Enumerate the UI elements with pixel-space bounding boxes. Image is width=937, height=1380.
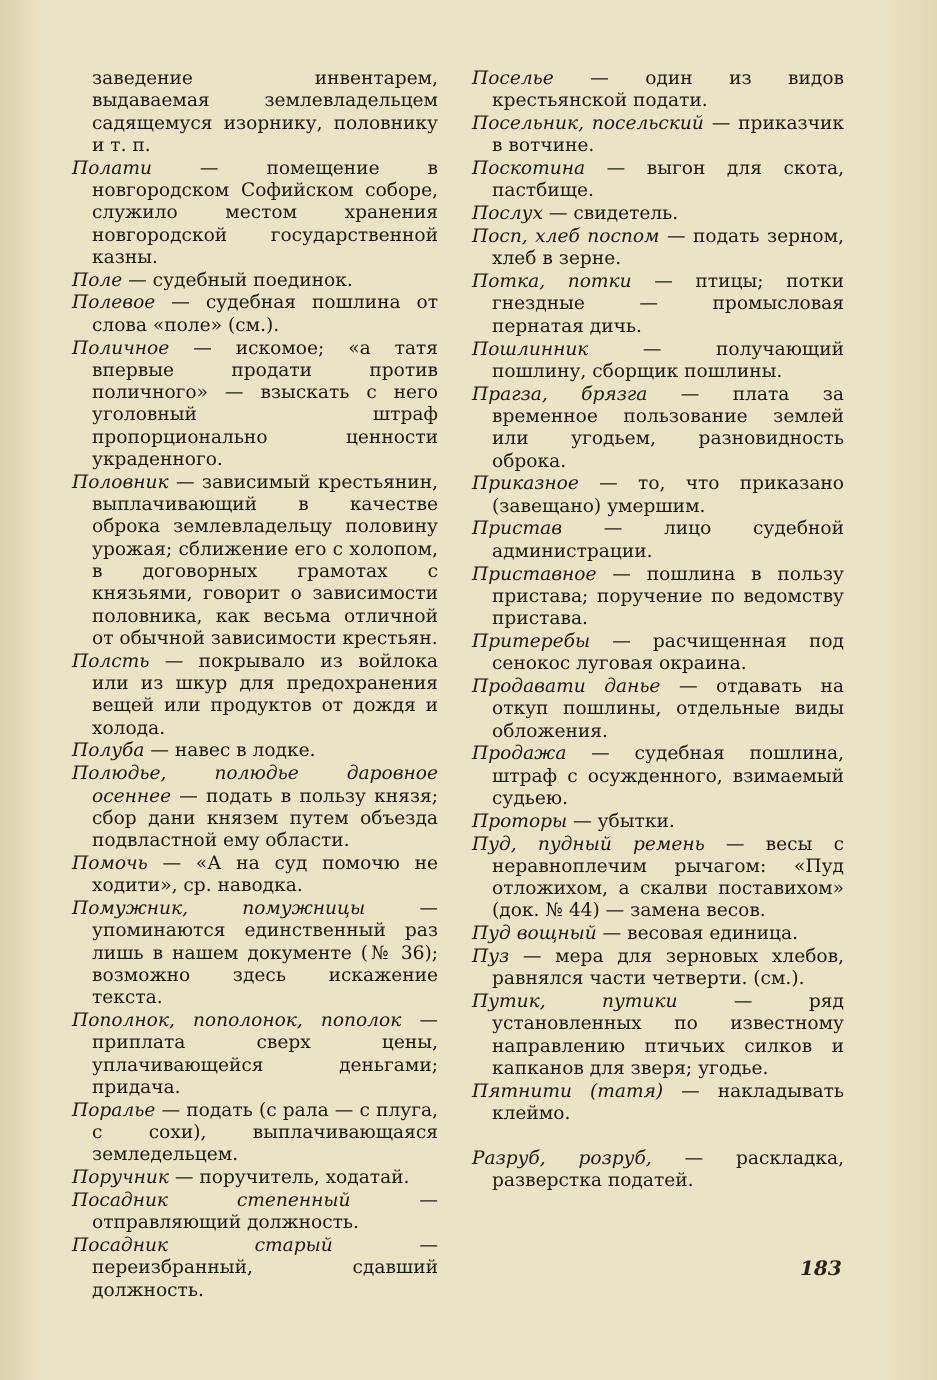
entry-term: Послух	[472, 203, 543, 225]
entry-definition: — свидетель.	[542, 203, 679, 225]
entry-definition: — накладывать клеймо.	[492, 1080, 844, 1125]
page-number: 183	[800, 1256, 842, 1280]
entry-definition: — раскладка, разверстка податей.	[492, 1147, 844, 1192]
entry-definition: — отправляющий должность.	[92, 1189, 438, 1234]
entry-term: Поле	[72, 269, 123, 291]
glossary-entry	[472, 834, 844, 923]
entry-definition: — расчищенная под сенокос луговая окраина.	[492, 630, 844, 675]
glossary-entry	[472, 676, 844, 743]
glossary-entry	[72, 158, 438, 269]
glossary-entry	[72, 338, 438, 472]
glossary-entry	[72, 763, 438, 852]
entry-term: Пуз	[472, 946, 510, 968]
entry-definition: — подать зерном, хлеб в зерне.	[492, 226, 844, 270]
entry-term: Полевое	[72, 292, 156, 314]
glossary-entry	[472, 226, 844, 271]
entry-definition: — зависимый крестьянин, выплачивающий в качестве оброка землевладельцу половину урожая; сближение его с холопом, в договорных грамотах с князьями, говорит о зависимости половника, как весьма отличной от обычной зависимости крестьян.	[92, 471, 438, 649]
entry-term: Приказное	[472, 473, 579, 495]
entry-term: Приставное	[472, 563, 597, 585]
glossary-entry	[72, 1167, 438, 1189]
entry-definition: — отдавать на откуп пошлины, отдельные виды обложения.	[492, 676, 845, 742]
entry-term: Притеребы	[472, 630, 591, 652]
entry-term: Полати	[72, 157, 152, 179]
glossary-entry	[72, 853, 438, 898]
glossary-entry	[72, 898, 438, 1009]
glossary-entry	[472, 1148, 844, 1193]
left-column	[72, 68, 438, 1302]
entry-continuation: заведение инвентарем, выдаваемая землевладельцем садящемуся изорнику, половнику и т. п.	[92, 68, 438, 156]
entry-definition: — мера для зерновых хлебов, равнялся части четверти. (см.).	[492, 946, 844, 990]
entry-definition: — выгон для скота, пастбище.	[492, 158, 844, 202]
entry-term: Пуд вощный	[472, 923, 597, 945]
glossary-entry	[72, 1235, 438, 1302]
entry-term: Поскотина	[472, 158, 586, 180]
entry-definition: — поручитель, ходатай.	[169, 1167, 410, 1189]
glossary-entry	[72, 270, 438, 292]
glossary-entry	[472, 158, 844, 203]
entry-definition: — подать в пользу князя; сбор дани князем путем объезда подвластной ему области.	[92, 785, 438, 852]
entry-term: Поручник	[72, 1167, 169, 1189]
entry-term: Путик, путики	[472, 991, 678, 1013]
entry-definition: — весовая единица.	[596, 923, 798, 945]
entry-term: Посадник степенный	[72, 1189, 351, 1211]
entry-term: Проторы	[472, 810, 568, 832]
entry-definition: — помещение в новгородском Софийском соборе, служило местом хранения новгородской государственной казны.	[92, 157, 438, 268]
glossary-entry	[72, 292, 438, 337]
entry-term: Поселье	[472, 68, 554, 89]
entry-definition: — лицо судебной администрации.	[492, 518, 844, 562]
entry-definition: — навес в лодке.	[144, 740, 316, 762]
entry-definition: — приказчик в вотчине.	[492, 113, 845, 157]
entry-term: Пошлинник	[472, 338, 589, 360]
glossary-entry	[472, 991, 844, 1080]
entry-definition: — пошлина в пользу пристава; поручение по ведомству пристава.	[492, 563, 844, 630]
entry-term: Разруб, розруб,	[472, 1147, 652, 1169]
entry-term: Пуд, пудный ремень	[472, 833, 705, 855]
glossary-entry	[472, 384, 844, 473]
entry-term: Половник	[72, 471, 169, 493]
glossary-entry	[72, 472, 438, 650]
entry-term: Пополнок, пополонок, пополок	[72, 1009, 402, 1031]
entry-term: Полюдье, полюдье даровное осеннее	[72, 763, 438, 807]
entry-definition: — упоминаются единственный раз лишь в нашем документе (№ 36); возможно здесь искажение текста.	[92, 897, 438, 1009]
entry-definition: — получающий пошлину, сборщик пошлины.	[492, 338, 844, 382]
glossary-entry	[472, 564, 844, 631]
entry-definition: — плата за временное пользование землей или угодьем, разновидность оброка.	[492, 383, 844, 472]
entry-definition: — судебная пошлина, штраф с осужденного, взимаемый судьею.	[492, 743, 844, 809]
entry-definition: — то, что приказано (завещано) умершим.	[492, 473, 844, 517]
entry-definition: — птицы; потки гнездные — промысловая пернатая дичь.	[492, 271, 844, 337]
entry-definition: — один из видов крестьянской подати.	[492, 68, 844, 112]
entry-term: Посельник, посельский	[472, 113, 704, 135]
glossary-entry	[472, 946, 844, 991]
entry-term: Посадник старый	[72, 1234, 333, 1256]
entry-definition: — «А на суд помочю не ходити», ср. наводка.	[92, 852, 438, 897]
glossary-entry	[72, 651, 438, 740]
entry-term: Помужник, помужницы	[72, 897, 366, 919]
entry-definition: — весы с неравноплечим рычагом: «Пуд отложихом, а скалви поставихом» (док. № 44) — замена весов.	[492, 833, 844, 922]
entry-definition: — искомое; «а татя впервые продати против поличного» — взыскать с него уголовный штраф пропорционально ценности украденного.	[92, 337, 438, 471]
glossary-entry	[72, 1190, 438, 1235]
glossary-entry	[472, 113, 844, 158]
entry-term: Пятнити (татя)	[472, 1080, 664, 1102]
entry-definition: — судебная пошлина от слова «поле» (см.).	[92, 292, 438, 336]
glossary-entry	[472, 339, 844, 384]
right-column	[472, 68, 844, 1193]
glossary-entry	[472, 631, 844, 676]
glossary-entry	[472, 473, 844, 518]
glossary-entry	[472, 68, 844, 113]
entry-definition: — подать (с рала — с плуга, с сохи), выплачивающаяся земледельцем.	[92, 1099, 438, 1166]
entry-term: Помочь	[72, 852, 148, 874]
entry-definition: — переизбранный, сдавший должность.	[92, 1234, 438, 1301]
glossary-entry	[472, 743, 844, 810]
entry-term: Поличное	[72, 337, 170, 359]
entry-definition: — ряд установленных по известному направлению птичьих силков и капканов для зверя; угодье.	[492, 991, 844, 1080]
entry-definition: — покрывало из войлока или из шкур для предохранения вещей или продуктов от дождя и холода.	[92, 650, 438, 739]
entry-term: Полуба	[72, 740, 145, 762]
glossary-entry	[472, 1081, 844, 1126]
entry-definition: — убытки.	[567, 810, 675, 832]
glossary-entry	[472, 518, 844, 563]
entry-definition: — приплата сверх цены, уплачивающейся деньгами; придача.	[92, 1009, 438, 1098]
section-gap	[472, 1126, 844, 1148]
glossary-entry	[72, 1100, 438, 1167]
entry-term: Продажа	[472, 743, 567, 765]
glossary-entry	[472, 271, 844, 338]
entry-term: Посп, хлеб поспом	[472, 226, 660, 248]
entry-term: Поралье	[72, 1099, 156, 1121]
entry-term: Потка, потки	[472, 271, 632, 293]
glossary-entry	[472, 203, 844, 225]
entry-term: Полсть	[72, 650, 150, 672]
glossary-entry	[472, 923, 844, 945]
glossary-entry	[472, 811, 844, 833]
entry-term: Продавати данье	[472, 676, 661, 698]
entry-term: Прагза, брязга	[472, 383, 648, 405]
glossary-entry	[72, 740, 438, 762]
entry-definition: — судебный поединок.	[122, 269, 353, 291]
glossary-entry	[72, 1010, 438, 1099]
entry-term: Пристав	[472, 518, 563, 540]
